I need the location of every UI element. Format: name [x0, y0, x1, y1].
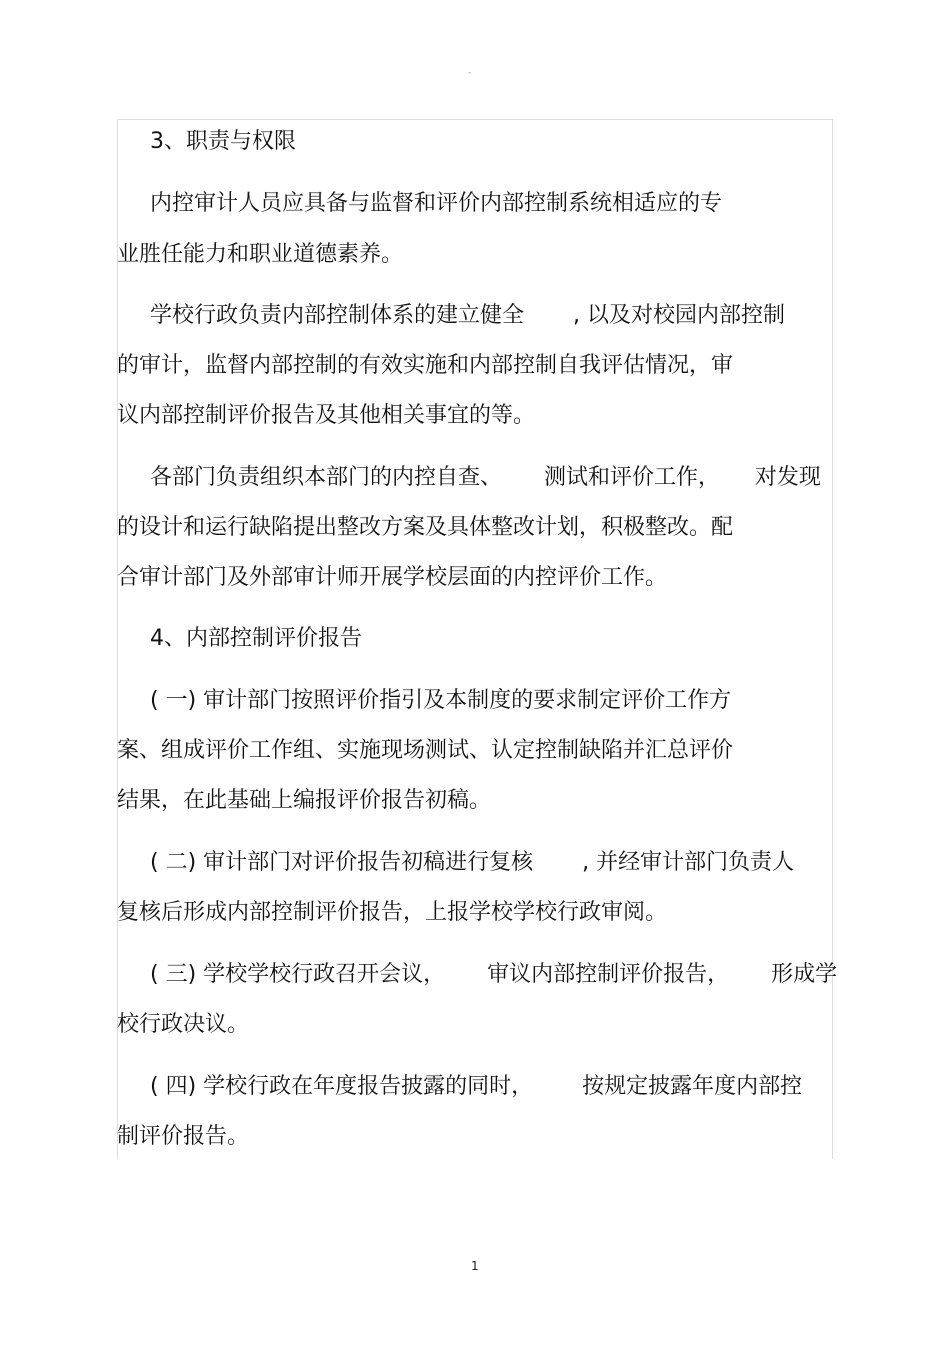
paragraph-line: 制评价报告。: [117, 1124, 250, 1149]
paragraph-line: ( 四) 学校行政在年度报告披露的同时， 按规定披露年度内部控: [150, 1074, 803, 1099]
paragraph-line: 复核后形成内部控制评价报告，上报学校学校行政审阅。: [117, 900, 668, 925]
paragraph-line: 内控审计人员应具备与监督和评价内部控制系统相适应的专: [150, 191, 723, 216]
header-mark: -: [468, 68, 472, 78]
paragraph-line: 议内部控制评价报告及其他相关事宜的等。: [117, 403, 536, 428]
paragraph-line: 各部门负责组织本部门的内控自查、 测试和评价工作， 对发现: [150, 465, 821, 490]
paragraph-line: 的设计和运行缺陷提出整改方案及具体整改计划，积极整改。配: [117, 515, 734, 540]
paragraph-line: ( 三) 学校学校行政召开会议， 审议内部控制评价报告， 形成学: [150, 962, 838, 987]
paragraph-line: ( 二) 审计部门对评价报告初稿进行复核 , 并经审计部门负责人: [150, 850, 795, 875]
section-heading-4: 4、内部控制评价报告: [150, 626, 362, 651]
paragraph-line: 学校行政负责内部控制体系的建立健全 , 以及对校园内部控制: [150, 303, 785, 328]
paragraph-line: 结果，在此基础上编报评价报告初稿。: [117, 788, 492, 813]
section-heading-3: 3、职责与权限: [150, 129, 296, 154]
paragraph-line: 的审计，监督内部控制的有效实施和内部控制自我评估情况，审: [117, 353, 734, 378]
paragraph-line: 案、组成评价工作组、实施现场测试、认定控制缺陷并汇总评价: [117, 738, 734, 763]
paragraph-line: 校行政决议。: [117, 1012, 250, 1037]
page-number: 1: [471, 1259, 479, 1273]
paragraph-line: 业胜任能力和职业道德素养。: [117, 242, 404, 267]
paragraph-line: ( 一) 审计部门按照评价指引及本制度的要求制定评价工作方: [150, 688, 732, 713]
paragraph-line: 合审计部门及外部审计师开展学校层面的内控评价工作。: [117, 565, 668, 590]
